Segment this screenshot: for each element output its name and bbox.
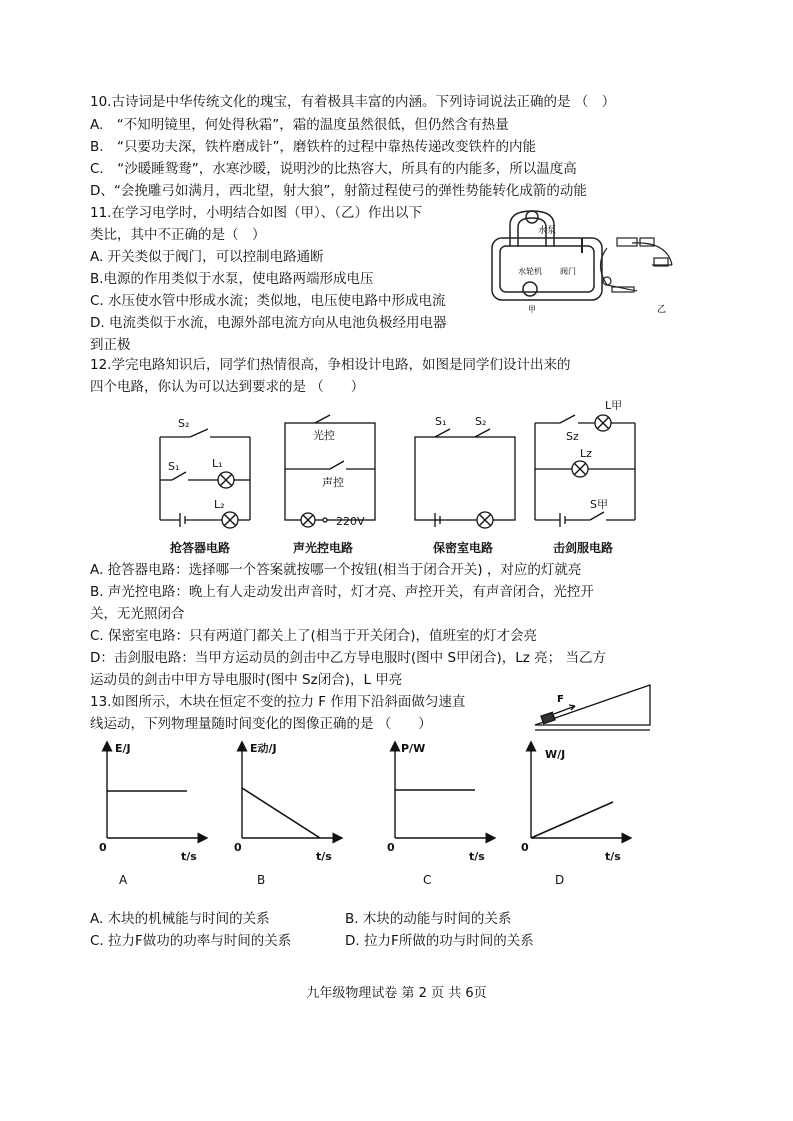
label-l1: L₁: [212, 457, 223, 470]
switch-sound-control-icon: [330, 461, 344, 469]
switch-s2-icon: [475, 429, 490, 437]
incline-figure: [530, 680, 660, 732]
label-s1: S₁: [168, 460, 180, 473]
q10-option-b: B. “只要功夫深，铁杵磨成针”，磨铁杵的过程中靠热传递改变铁杵的内能: [90, 139, 537, 155]
battery-icon: [617, 238, 637, 246]
label-secure-s1: S₁: [435, 415, 447, 428]
q13-option-b: B. 木块的动能与时间的关系: [345, 911, 512, 927]
q12-option-c: C. 保密室电路：只有两道门都关上了(相当于开关闭合)，值班室的灯才会亮: [90, 628, 538, 644]
label-sjia: S甲: [590, 498, 608, 511]
label-sz: Sz: [566, 430, 579, 443]
switch-s2-icon: [190, 429, 208, 437]
q11-stem-line1: 11.在学习电学时，小明结合如图（甲）、（乙）作出以下: [90, 205, 422, 221]
caption-quiz-circuit: 抢答器电路: [170, 541, 231, 555]
graph-d-letter: D: [555, 873, 565, 887]
graph-a: [107, 746, 203, 838]
q11-stem-line2: 类比，其中不正确的是（ ）: [90, 227, 266, 243]
q12-option-d-line1: D：击剑服电路：当甲方运动员的剑击中乙方导电服时(图中 S甲闭合)，Lz 亮； 当乙方: [90, 650, 606, 666]
label-light-control: 光控: [313, 429, 335, 442]
q13-option-c: C. 拉力F做功的功率与时间的关系: [90, 933, 292, 949]
graph-d-ylabel: W/J: [545, 748, 566, 761]
q12-option-a: A. 抢答器电路：选择哪一个答案就按哪一个按钮(相当于闭合开关) ，对应的灯就亮: [90, 562, 582, 578]
force-label: F: [557, 694, 564, 705]
label-ljia: L甲: [605, 399, 623, 412]
circuit-quiz: [160, 429, 250, 528]
graph-a-ylabel: E/J: [115, 742, 131, 755]
label-s2: S₂: [178, 417, 190, 430]
switch-s1-icon: [172, 472, 186, 480]
label-sound-control: 声控: [322, 476, 344, 489]
q11-figure: [482, 203, 687, 318]
water-circuit-diagram: [492, 211, 602, 300]
graph-b-letter: B: [257, 873, 266, 887]
switch-sjia-icon: [590, 512, 604, 520]
circuit-secure-room: [415, 429, 515, 528]
q12-stem-line2: 四个电路，你认为可以达到要求的是 （ ）: [90, 379, 365, 395]
q12-option-b-line1: B. 声光控电路：晚上有人走动发出声音时，灯才亮、声控开关，有声音闭合，光控开: [90, 584, 594, 600]
label-lz: Lz: [580, 447, 592, 460]
graph-a-origin: 0: [99, 841, 107, 854]
q12-circuits: [150, 395, 650, 535]
wooden-block-icon: [541, 712, 555, 723]
graph-d-xlabel: t/s: [605, 850, 621, 863]
graph-c: [395, 746, 491, 838]
switch-light-control-icon: [315, 415, 330, 423]
q10-option-a: A. “不知明镜里，何处得秋霜”，霜的温度虽然很低，但仍然含有热量: [90, 117, 509, 133]
q11-option-d-line1: D. 电流类似于水流，电源外部电流方向从电池负极经用电器: [90, 315, 447, 331]
q13-stem-line1: 13.如图所示，木块在恒定不变的拉力 F 作用下沿斜面做匀速直: [90, 694, 466, 710]
q11-option-a: A. 开关类似于阀门，可以控制电路通断: [90, 249, 324, 265]
q11-option-c: C. 水压使水管中形成水流；类似地，电压使电路中形成电流: [90, 293, 446, 309]
q13-stem-line2: 线运动，下列物理量随时间变化的图像正确的是 （ ）: [90, 716, 432, 732]
q13-option-a: A. 木块的机械能与时间的关系: [90, 911, 270, 927]
figure-jia-label: 甲: [528, 305, 536, 314]
q13-option-d: D. 拉力F所做的功与时间的关系: [345, 933, 534, 949]
graph-b: [242, 746, 338, 838]
graph-c-ylabel: P/W: [401, 742, 426, 755]
graph-a-letter: A: [119, 873, 128, 887]
valve-label: 阀门: [560, 267, 576, 276]
q13-graphs: [95, 738, 695, 888]
graph-c-letter: C: [423, 873, 432, 887]
switch-sz-icon: [560, 415, 575, 423]
q12-option-b-line2: 关，无光照闭合: [90, 606, 185, 622]
circuit-fencing-suit: [535, 415, 635, 527]
graph-b-xlabel: t/s: [316, 850, 332, 863]
q12-stem-line1: 12.学完电路知识后，同学们热情很高，争相设计电路，如图是同学们设计出来的: [90, 357, 571, 373]
figure-yi-label: 乙: [657, 305, 667, 315]
q10-stem: 10.古诗词是中华传统文化的瑰宝，有着极具丰富的内涵。下列诗词说法正确的是 （ ）: [90, 94, 616, 110]
q11-option-d-line2: 到正极: [90, 337, 131, 353]
graph-b-ylabel: E动/J: [250, 742, 277, 755]
graph-a-xlabel: t/s: [181, 850, 197, 863]
q12-option-d-line2: 运动员的剑击中甲方导电服时(图中 Sz闭合)，L 甲亮: [90, 672, 403, 688]
q11-option-b: B.电源的作用类似于水泵，使电路两端形成电压: [90, 271, 374, 287]
turbine-label: 水轮机: [518, 267, 542, 276]
graph-c-origin: 0: [387, 841, 395, 854]
q10-option-d: D、“会挽雕弓如满月，西北望，射大狼”，射箭过程使弓的弹性势能转化成箭的动能: [90, 183, 587, 199]
label-secure-s2: S₂: [475, 415, 487, 428]
caption-fencing-circuit: 击剑服电路: [553, 541, 614, 555]
graph-d-line: [531, 802, 613, 838]
label-l2: L₂: [214, 498, 225, 511]
q10-option-c: C. “沙暖睡鸳鸯”，水寒沙暖，说明沙的比热容大，所具有的内能多，所以温度高: [90, 161, 577, 177]
caption-sound-light-circuit: 声光控电路: [293, 541, 354, 555]
graph-c-xlabel: t/s: [469, 850, 485, 863]
graph-b-line: [242, 788, 320, 838]
caption-secure-room-circuit: 保密室电路: [433, 541, 494, 555]
electric-circuit-diagram: [601, 238, 673, 292]
page-footer: 九年级物理试卷 第 2 页 共 6页: [306, 986, 487, 1001]
graph-d-origin: 0: [521, 841, 529, 854]
turbine-wheel-icon: [523, 282, 537, 296]
switch-s1-icon: [435, 429, 450, 437]
pump-label: 水泵: [538, 226, 557, 236]
label-220v: 220V: [336, 515, 365, 528]
pump-wheel-icon: [526, 211, 538, 223]
graph-b-origin: 0: [234, 841, 242, 854]
